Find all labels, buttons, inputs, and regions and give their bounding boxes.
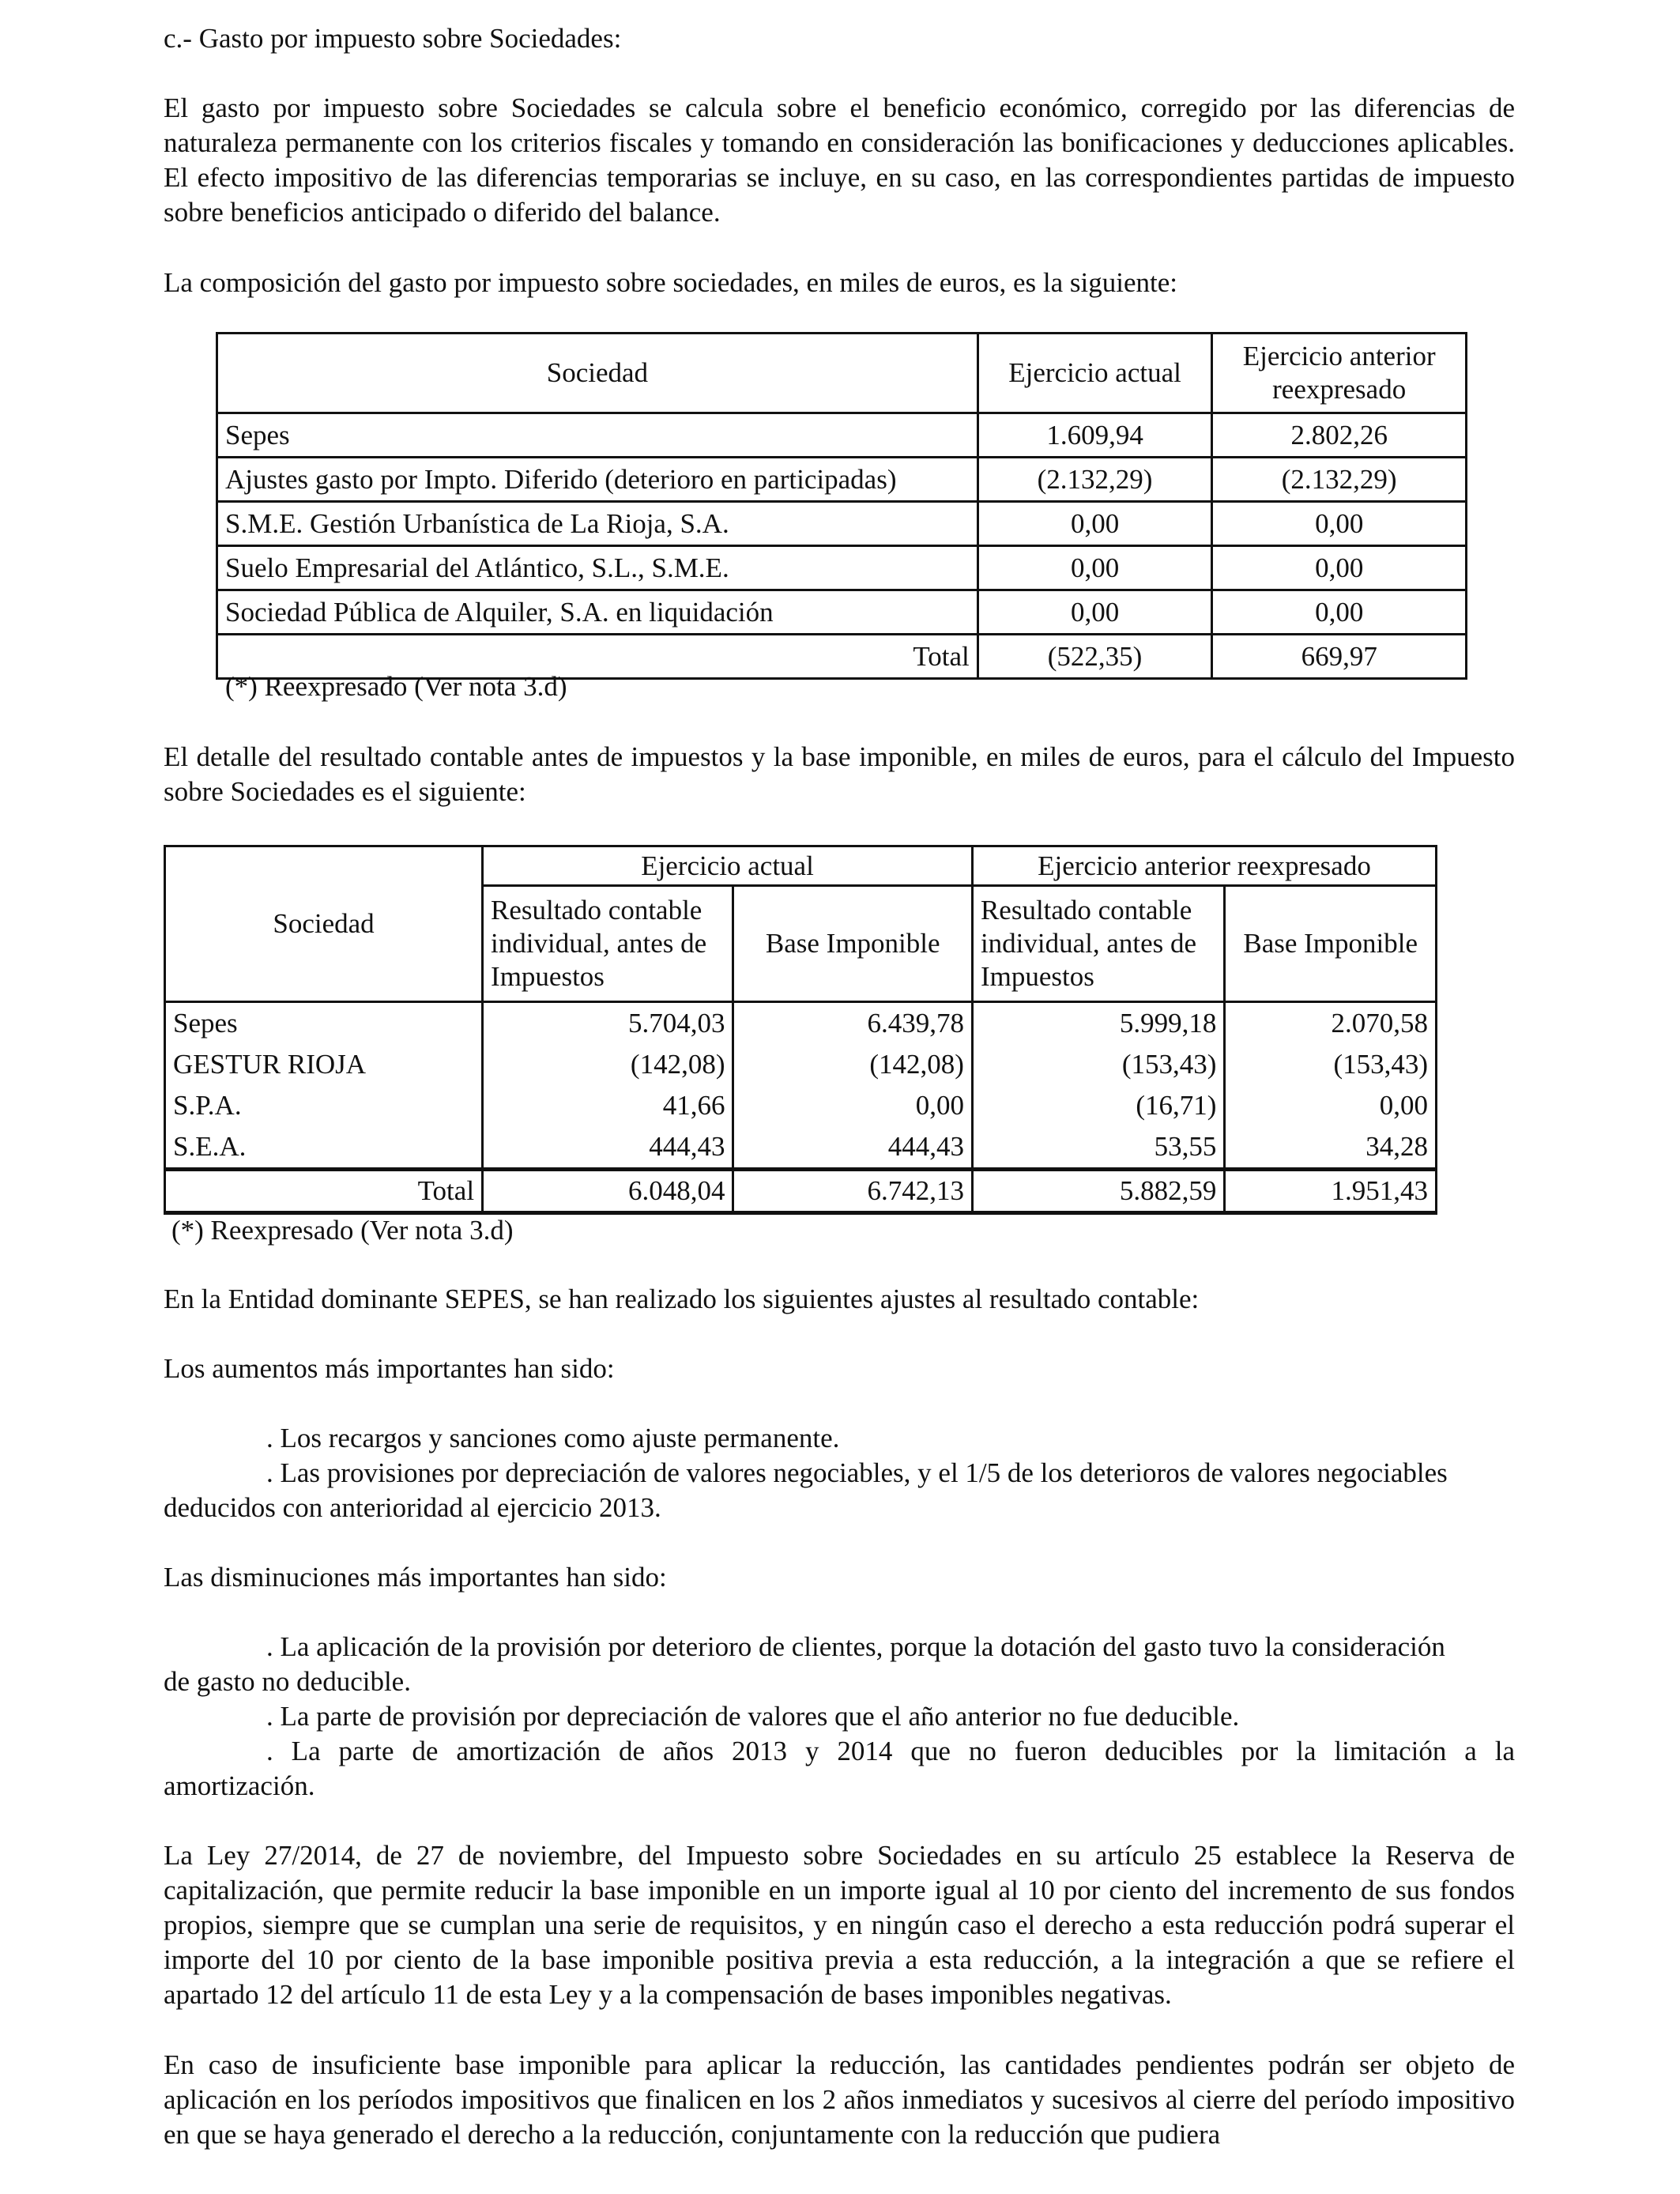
cell-resultado-anterior: 5.999,18 <box>972 1002 1224 1045</box>
cell-base-anterior: 2.070,58 <box>1225 1002 1437 1045</box>
table-total-row <box>165 1170 1437 1213</box>
total-label: Total <box>217 635 978 679</box>
intro-paragraph: El gasto por impuesto sobre Sociedades se calcula sobre el beneficio económico, corregido por las diferencias de naturaleza permanente con los criterios fiscales y tomando en consideración las bonificaciones y deducciones aplicables. El efecto impositivo de las diferencias temporarias se incluye, en su caso, en las correspondientes partidas de impuesto sobre beneficios anticipado o diferido del balance. <box>164 92 1515 228</box>
table-row <box>165 1126 1437 1170</box>
cell-anterior: 0,00 <box>1212 546 1467 590</box>
cell-sociedad: Sepes <box>165 1002 483 1045</box>
insufficient-base-paragraph: En caso de insuficiente base imponible para aplicar la reducción, las cantidades pendientes podrán ser objeto de aplicación en los períodos impositivos que finalicen en los 2 años inmediatos y sucesivos al cierre del período impositivo en que se haya generado el derecho a la reducción, conjuntamente con la reducción que pudiera <box>164 2049 1515 2150</box>
table-group-header-row <box>165 846 1437 886</box>
header-resultado-anterior: Resultado contable individual, antes de Impuestos <box>972 886 1224 1002</box>
section-heading: c.- Gasto por impuesto sobre Sociedades: <box>164 23 622 54</box>
table-row <box>165 1044 1437 1085</box>
total-resultado-anterior: 5.882,59 <box>972 1170 1224 1213</box>
header-sociedad: Sociedad <box>165 846 483 1002</box>
cell-actual: 1.609,94 <box>977 413 1212 458</box>
decrease-item: . La parte de provisión por depreciación de valores que el año anterior no fue deducible. <box>266 1701 1240 1732</box>
cell-resultado-anterior: (16,71) <box>972 1085 1224 1126</box>
composition-intro: La composición del gasto por impuesto sobre sociedades, en miles de euros, es la siguiente: <box>164 267 1178 298</box>
header-group-actual: Ejercicio actual <box>483 846 973 886</box>
increases-heading: Los aumentos más importantes han sido: <box>164 1353 615 1384</box>
cell-base-actual: 444,43 <box>733 1126 972 1170</box>
table-row <box>165 1085 1437 1126</box>
cell-actual: 0,00 <box>977 502 1212 546</box>
cell-base-actual: 6.439,78 <box>733 1002 972 1045</box>
cell-sociedad: S.E.A. <box>165 1126 483 1170</box>
total-label: Total <box>165 1170 483 1213</box>
cell-sociedad: Sociedad Pública de Alquiler, S.A. en liquidación <box>217 590 978 635</box>
table-row <box>165 1002 1437 1045</box>
cell-anterior: 0,00 <box>1212 502 1467 546</box>
table-row <box>217 502 1467 546</box>
cell-sociedad: Suelo Empresarial del Atlántico, S.L., S.M.E. <box>217 546 978 590</box>
law-paragraph: La Ley 27/2014, de 27 de noviembre, del Impuesto sobre Sociedades en su artículo 25 establece la Reserva de capitalización, que permite reducir la base imponible en un importe igual al 10 por ciento del incremento de sus fondos propios, siempre que se cumplan una serie de requisitos, y en ningún caso el derecho a esta reducción podrá superar el importe del 10 por ciento de la base imponible positiva previa a esta reducción, a la integración a que se refiere el apartado 12 del artículo 11 de esta Ley y a la compensación de bases imponibles negativas. <box>164 1840 1515 2010</box>
cell-sociedad: Ajustes gasto por Impto. Diferido (deterioro en participadas) <box>217 458 978 502</box>
cell-resultado-anterior: 53,55 <box>972 1126 1224 1170</box>
cell-base-anterior: 34,28 <box>1225 1126 1437 1170</box>
total-resultado-actual: 6.048,04 <box>483 1170 733 1213</box>
decrease-item: . La aplicación de la provisión por deterioro de clientes, porque la dotación del gasto tuvo la consideración <box>266 1631 1445 1662</box>
decrease-item: . La parte de amortización de años 2013 y 2014 que no fueron deducibles por la limitación a la <box>266 1736 1515 1766</box>
decrease-item-continuation: de gasto no deducible. <box>164 1666 411 1697</box>
cell-resultado-actual: 5.704,03 <box>483 1002 733 1045</box>
header-ejercicio-anterior: Ejercicio anterior reexpresado <box>1212 334 1467 413</box>
table-row <box>217 413 1467 458</box>
table-row <box>217 590 1467 635</box>
total-base-anterior: 1.951,43 <box>1225 1170 1437 1213</box>
increase-item: . Las provisiones por depreciación de valores negociables, y el 1/5 de los deterioros de valores negociables <box>266 1457 1448 1488</box>
decrease-item-continuation: amortización. <box>164 1770 315 1801</box>
cell-resultado-actual: 444,43 <box>483 1126 733 1170</box>
header-resultado-actual: Resultado contable individual, antes de Impuestos <box>483 886 733 1002</box>
table2-note: (*) Reexpresado (Ver nota 3.d) <box>171 1215 514 1246</box>
header-group-anterior: Ejercicio anterior reexpresado <box>972 846 1436 886</box>
cell-actual: 0,00 <box>977 546 1212 590</box>
table1-note: (*) Reexpresado (Ver nota 3.d) <box>225 671 567 702</box>
cell-base-actual: 0,00 <box>733 1085 972 1126</box>
header-base-actual: Base Imponible <box>733 886 972 1002</box>
table-row <box>217 458 1467 502</box>
decreases-heading: Las disminuciones más importantes han sido: <box>164 1562 667 1593</box>
increase-item-continuation: deducidos con anterioridad al ejercicio 2013. <box>164 1492 661 1523</box>
cell-anterior: 0,00 <box>1212 590 1467 635</box>
total-base-actual: 6.742,13 <box>733 1170 972 1213</box>
cell-anterior: (2.132,29) <box>1212 458 1467 502</box>
cell-anterior: 2.802,26 <box>1212 413 1467 458</box>
cell-sociedad: S.P.A. <box>165 1085 483 1126</box>
cell-resultado-actual: 41,66 <box>483 1085 733 1126</box>
cell-base-anterior: (153,43) <box>1225 1044 1437 1085</box>
table-header-row <box>217 334 1467 413</box>
table-row <box>217 546 1467 590</box>
adjustments-intro: En la Entidad dominante SEPES, se han realizado los siguientes ajustes al resultado contable: <box>164 1284 1200 1314</box>
cell-sociedad: S.M.E. Gestión Urbanística de La Rioja, S.A. <box>217 502 978 546</box>
total-anterior: 669,97 <box>1212 635 1467 679</box>
detail-intro: El detalle del resultado contable antes de impuestos y la base imponible, en miles de euros, para el cálculo del Impuesto sobre Sociedades es el siguiente: <box>164 741 1515 807</box>
cell-base-anterior: 0,00 <box>1225 1085 1437 1126</box>
total-actual: (522,35) <box>977 635 1212 679</box>
header-base-anterior: Base Imponible <box>1225 886 1437 1002</box>
header-ejercicio-actual: Ejercicio actual <box>977 334 1212 413</box>
header-sociedad: Sociedad <box>217 334 978 413</box>
cell-sociedad: GESTUR RIOJA <box>165 1044 483 1085</box>
cell-actual: 0,00 <box>977 590 1212 635</box>
tax-base-table <box>164 845 1437 1215</box>
cell-sociedad: Sepes <box>217 413 978 458</box>
cell-resultado-anterior: (153,43) <box>972 1044 1224 1085</box>
tax-expense-table <box>216 332 1467 680</box>
cell-resultado-actual: (142,08) <box>483 1044 733 1085</box>
cell-actual: (2.132,29) <box>977 458 1212 502</box>
increase-item: . Los recargos y sanciones como ajuste permanente. <box>266 1423 840 1453</box>
cell-base-actual: (142,08) <box>733 1044 972 1085</box>
